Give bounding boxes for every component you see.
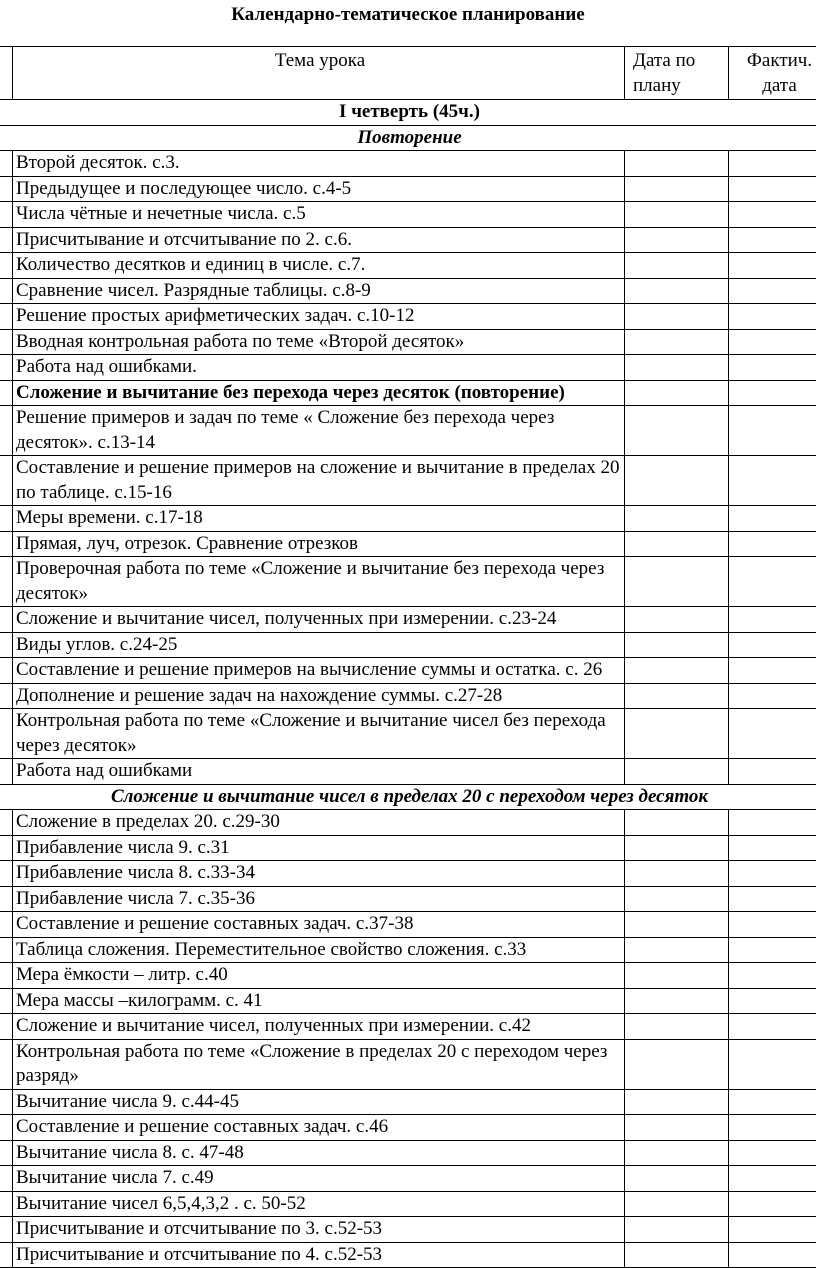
- actual-date-cell: [729, 1089, 816, 1115]
- actual-date-cell: [729, 1014, 816, 1040]
- section-heading: Повторение: [0, 125, 816, 151]
- lesson-topic: Мера массы –килограмм. с. 41: [13, 988, 625, 1014]
- lesson-topic: Решение простых арифметических задач. с.10-12: [13, 304, 625, 330]
- lesson-topic: Вычитание числа 8. с. 47-48: [13, 1140, 625, 1166]
- actual-date-cell: [729, 278, 816, 304]
- header-topic: Тема урока: [13, 47, 625, 100]
- plan-date-cell: [625, 709, 729, 759]
- lesson-topic: Сложение и вычитание чисел, полученных при измерении. с.42: [13, 1014, 625, 1040]
- plan-date-cell: [625, 506, 729, 532]
- lesson-topic: Составление и решение примеров на сложение и вычитание в пределах 20 по таблице. с.15-16: [13, 456, 625, 506]
- planning-table: [0, 46, 816, 1268]
- section-row: [0, 784, 816, 810]
- lesson-topic: Прибавление числа 8. с.33-34: [13, 861, 625, 887]
- table-row: [0, 759, 816, 785]
- table-row: [0, 937, 816, 963]
- table-row: [0, 531, 816, 557]
- row-number-cell: [0, 632, 13, 658]
- table-row: [0, 963, 816, 989]
- table-row: [0, 506, 816, 532]
- lesson-topic: Контрольная работа по теме «Сложение и вычитание чисел без перехода через десяток»: [13, 709, 625, 759]
- table-row: [0, 380, 816, 406]
- lesson-topic: Присчитывание и отсчитывание по 4. с.52-53: [13, 1242, 625, 1268]
- actual-date-cell: [729, 759, 816, 785]
- plan-date-cell: [625, 759, 729, 785]
- row-number-cell: [0, 1242, 13, 1268]
- page-title: Календарно-тематическое планирование: [0, 4, 816, 26]
- section-heading: Сложение и вычитание чисел в пределах 20 с переходом через десяток: [0, 784, 816, 810]
- table-row: [0, 557, 816, 607]
- planning-table-body: [0, 47, 816, 1268]
- row-number-cell: [0, 1140, 13, 1166]
- row-number-cell: [0, 406, 13, 456]
- lesson-topic: Составление и решение составных задач. с.46: [13, 1115, 625, 1141]
- plan-date-cell: [625, 632, 729, 658]
- row-number-cell: [0, 253, 13, 279]
- table-row: [0, 1115, 816, 1141]
- lesson-topic: Сложение и вычитание чисел, полученных при измерении. с.23-24: [13, 607, 625, 633]
- lesson-topic: Виды углов. с.24-25: [13, 632, 625, 658]
- actual-date-cell: [729, 253, 816, 279]
- table-row: [0, 227, 816, 253]
- row-number-cell: [0, 380, 13, 406]
- actual-date-cell: [729, 329, 816, 355]
- row-number-cell: [0, 683, 13, 709]
- actual-date-cell: [729, 861, 816, 887]
- lesson-topic: Сравнение чисел. Разрядные таблицы. с.8-9: [13, 278, 625, 304]
- plan-date-cell: [625, 1217, 729, 1243]
- plan-date-cell: [625, 1140, 729, 1166]
- actual-date-cell: [729, 1039, 816, 1089]
- row-number-cell: [0, 1039, 13, 1089]
- row-number-cell: [0, 810, 13, 836]
- actual-date-cell: [729, 937, 816, 963]
- table-row: [0, 202, 816, 228]
- actual-date-cell: [729, 531, 816, 557]
- plan-date-cell: [625, 557, 729, 607]
- lesson-topic: Решение примеров и задач по теме « Сложение без перехода через десяток». с.13-14: [13, 406, 625, 456]
- lesson-topic: Таблица сложения. Переместительное свойство сложения. с.33: [13, 937, 625, 963]
- lesson-topic: Меры времени. с.17-18: [13, 506, 625, 532]
- actual-date-cell: [729, 355, 816, 381]
- plan-date-cell: [625, 456, 729, 506]
- plan-date-cell: [625, 1014, 729, 1040]
- row-number-cell: [0, 176, 13, 202]
- table-row: [0, 835, 816, 861]
- table-row: [0, 912, 816, 938]
- table-row: [0, 406, 816, 456]
- actual-date-cell: [729, 227, 816, 253]
- lesson-topic: Составление и решение составных задач. с.37-38: [13, 912, 625, 938]
- plan-date-cell: [625, 1166, 729, 1192]
- actual-date-cell: [729, 988, 816, 1014]
- row-number-cell: [0, 151, 13, 177]
- actual-date-cell: [729, 304, 816, 330]
- row-number-cell: [0, 1217, 13, 1243]
- actual-date-cell: [729, 1242, 816, 1268]
- actual-date-cell: [729, 151, 816, 177]
- lesson-topic: Работа над ошибками: [13, 759, 625, 785]
- actual-date-cell: [729, 202, 816, 228]
- header-actual-date: Фактич. дата: [729, 47, 816, 100]
- row-number-cell: [0, 456, 13, 506]
- table-row: [0, 278, 816, 304]
- plan-date-cell: [625, 912, 729, 938]
- row-number-cell: [0, 557, 13, 607]
- table-row: [0, 1166, 816, 1192]
- plan-date-cell: [625, 1191, 729, 1217]
- lesson-topic: Количество десятков и единиц в числе. с.7.: [13, 253, 625, 279]
- actual-date-cell: [729, 709, 816, 759]
- lesson-topic: Работа над ошибками.: [13, 355, 625, 381]
- plan-date-cell: [625, 683, 729, 709]
- table-row: [0, 304, 816, 330]
- table-row: [0, 329, 816, 355]
- table-row: [0, 151, 816, 177]
- plan-date-cell: [625, 531, 729, 557]
- table-row: [0, 456, 816, 506]
- plan-date-cell: [625, 810, 729, 836]
- table-row: [0, 709, 816, 759]
- row-number-cell: [0, 531, 13, 557]
- header-plan-date: Дата по плану: [625, 47, 729, 100]
- table-row: [0, 355, 816, 381]
- actual-date-cell: [729, 1140, 816, 1166]
- lesson-topic: Проверочная работа по теме «Сложение и вычитание без перехода через десяток»: [13, 557, 625, 607]
- plan-date-cell: [625, 176, 729, 202]
- plan-date-cell: [625, 1242, 729, 1268]
- actual-date-cell: [729, 406, 816, 456]
- plan-date-cell: [625, 329, 729, 355]
- lesson-topic: Присчитывание и отсчитывание по 2. с.6.: [13, 227, 625, 253]
- actual-date-cell: [729, 886, 816, 912]
- actual-date-cell: [729, 658, 816, 684]
- section-row: [0, 125, 816, 151]
- row-number-cell: [0, 607, 13, 633]
- row-number-cell: [0, 759, 13, 785]
- plan-date-cell: [625, 406, 729, 456]
- table-row: [0, 1039, 816, 1089]
- table-row: [0, 861, 816, 887]
- plan-date-cell: [625, 1115, 729, 1141]
- plan-date-cell: [625, 861, 729, 887]
- plan-date-cell: [625, 1089, 729, 1115]
- plan-date-cell: [625, 278, 729, 304]
- table-row: [0, 1140, 816, 1166]
- actual-date-cell: [729, 607, 816, 633]
- actual-date-cell: [729, 380, 816, 406]
- table-row: [0, 810, 816, 836]
- row-number-cell: [0, 1166, 13, 1192]
- row-number-cell: [0, 886, 13, 912]
- row-number-cell: [0, 506, 13, 532]
- plan-date-cell: [625, 1039, 729, 1089]
- plan-date-cell: [625, 988, 729, 1014]
- row-number-cell: [0, 709, 13, 759]
- lesson-topic: Сложение и вычитание без перехода через десяток (повторение): [13, 380, 625, 406]
- lesson-topic: Составление и решение примеров на вычисление суммы и остатка. с. 26: [13, 658, 625, 684]
- lesson-topic: Прибавление числа 9. с.31: [13, 835, 625, 861]
- row-number-cell: [0, 835, 13, 861]
- row-number-cell: [0, 1089, 13, 1115]
- row-number-cell: [0, 1115, 13, 1141]
- table-row: [0, 658, 816, 684]
- actual-date-cell: [729, 810, 816, 836]
- actual-date-cell: [729, 506, 816, 532]
- table-header-row: [0, 47, 816, 100]
- row-number-cell: [0, 861, 13, 887]
- actual-date-cell: [729, 1166, 816, 1192]
- plan-date-cell: [625, 886, 729, 912]
- row-number-cell: [0, 658, 13, 684]
- lesson-topic: Второй десяток. с.3.: [13, 151, 625, 177]
- actual-date-cell: [729, 632, 816, 658]
- row-number-cell: [0, 202, 13, 228]
- table-row: [0, 1089, 816, 1115]
- row-number-cell: [0, 937, 13, 963]
- table-row: [0, 607, 816, 633]
- actual-date-cell: [729, 1191, 816, 1217]
- lesson-topic: Предыдущее и последующее число. с.4-5: [13, 176, 625, 202]
- row-number-cell: [0, 329, 13, 355]
- row-number-cell: [0, 912, 13, 938]
- actual-date-cell: [729, 1115, 816, 1141]
- lesson-topic: Вычитание числа 7. с.49: [13, 1166, 625, 1192]
- actual-date-cell: [729, 557, 816, 607]
- table-row: [0, 1242, 816, 1268]
- lesson-topic: Присчитывание и отсчитывание по 3. с.52-53: [13, 1217, 625, 1243]
- actual-date-cell: [729, 1217, 816, 1243]
- lesson-topic: Контрольная работа по теме «Сложение в пределах 20 с переходом через разряд»: [13, 1039, 625, 1089]
- plan-date-cell: [625, 151, 729, 177]
- plan-date-cell: [625, 835, 729, 861]
- table-row: [0, 1191, 816, 1217]
- row-number-cell: [0, 1191, 13, 1217]
- plan-date-cell: [625, 227, 729, 253]
- quarter-row: [0, 100, 816, 126]
- row-number-cell: [0, 1014, 13, 1040]
- plan-date-cell: [625, 963, 729, 989]
- plan-date-cell: [625, 937, 729, 963]
- plan-date-cell: [625, 355, 729, 381]
- row-number-cell: [0, 355, 13, 381]
- row-number-cell: [0, 278, 13, 304]
- header-number-cell: [0, 47, 13, 100]
- table-row: [0, 176, 816, 202]
- actual-date-cell: [729, 176, 816, 202]
- row-number-cell: [0, 227, 13, 253]
- lesson-topic: Дополнение и решение задач на нахождение суммы. с.27-28: [13, 683, 625, 709]
- lesson-topic: Вычитание числа 9. с.44-45: [13, 1089, 625, 1115]
- table-row: [0, 253, 816, 279]
- lesson-topic: Мера ёмкости – литр. с.40: [13, 963, 625, 989]
- actual-date-cell: [729, 912, 816, 938]
- quarter-heading: I четверть (45ч.): [0, 100, 816, 126]
- lesson-topic: Вводная контрольная работа по теме «Второй десяток»: [13, 329, 625, 355]
- actual-date-cell: [729, 456, 816, 506]
- lesson-topic: Сложение в пределах 20. с.29-30: [13, 810, 625, 836]
- table-row: [0, 1217, 816, 1243]
- row-number-cell: [0, 304, 13, 330]
- lesson-topic: Прибавление числа 7. с.35-36: [13, 886, 625, 912]
- plan-date-cell: [625, 202, 729, 228]
- plan-date-cell: [625, 304, 729, 330]
- lesson-topic: Вычитание чисел 6,5,4,3,2 . с. 50-52: [13, 1191, 625, 1217]
- plan-date-cell: [625, 253, 729, 279]
- plan-date-cell: [625, 380, 729, 406]
- lesson-topic: Числа чётные и нечетные числа. с.5: [13, 202, 625, 228]
- row-number-cell: [0, 988, 13, 1014]
- table-row: [0, 886, 816, 912]
- plan-date-cell: [625, 658, 729, 684]
- table-row: [0, 683, 816, 709]
- actual-date-cell: [729, 963, 816, 989]
- actual-date-cell: [729, 835, 816, 861]
- table-row: [0, 1014, 816, 1040]
- row-number-cell: [0, 963, 13, 989]
- table-row: [0, 988, 816, 1014]
- plan-date-cell: [625, 607, 729, 633]
- lesson-topic: Прямая, луч, отрезок. Сравнение отрезков: [13, 531, 625, 557]
- actual-date-cell: [729, 683, 816, 709]
- table-row: [0, 632, 816, 658]
